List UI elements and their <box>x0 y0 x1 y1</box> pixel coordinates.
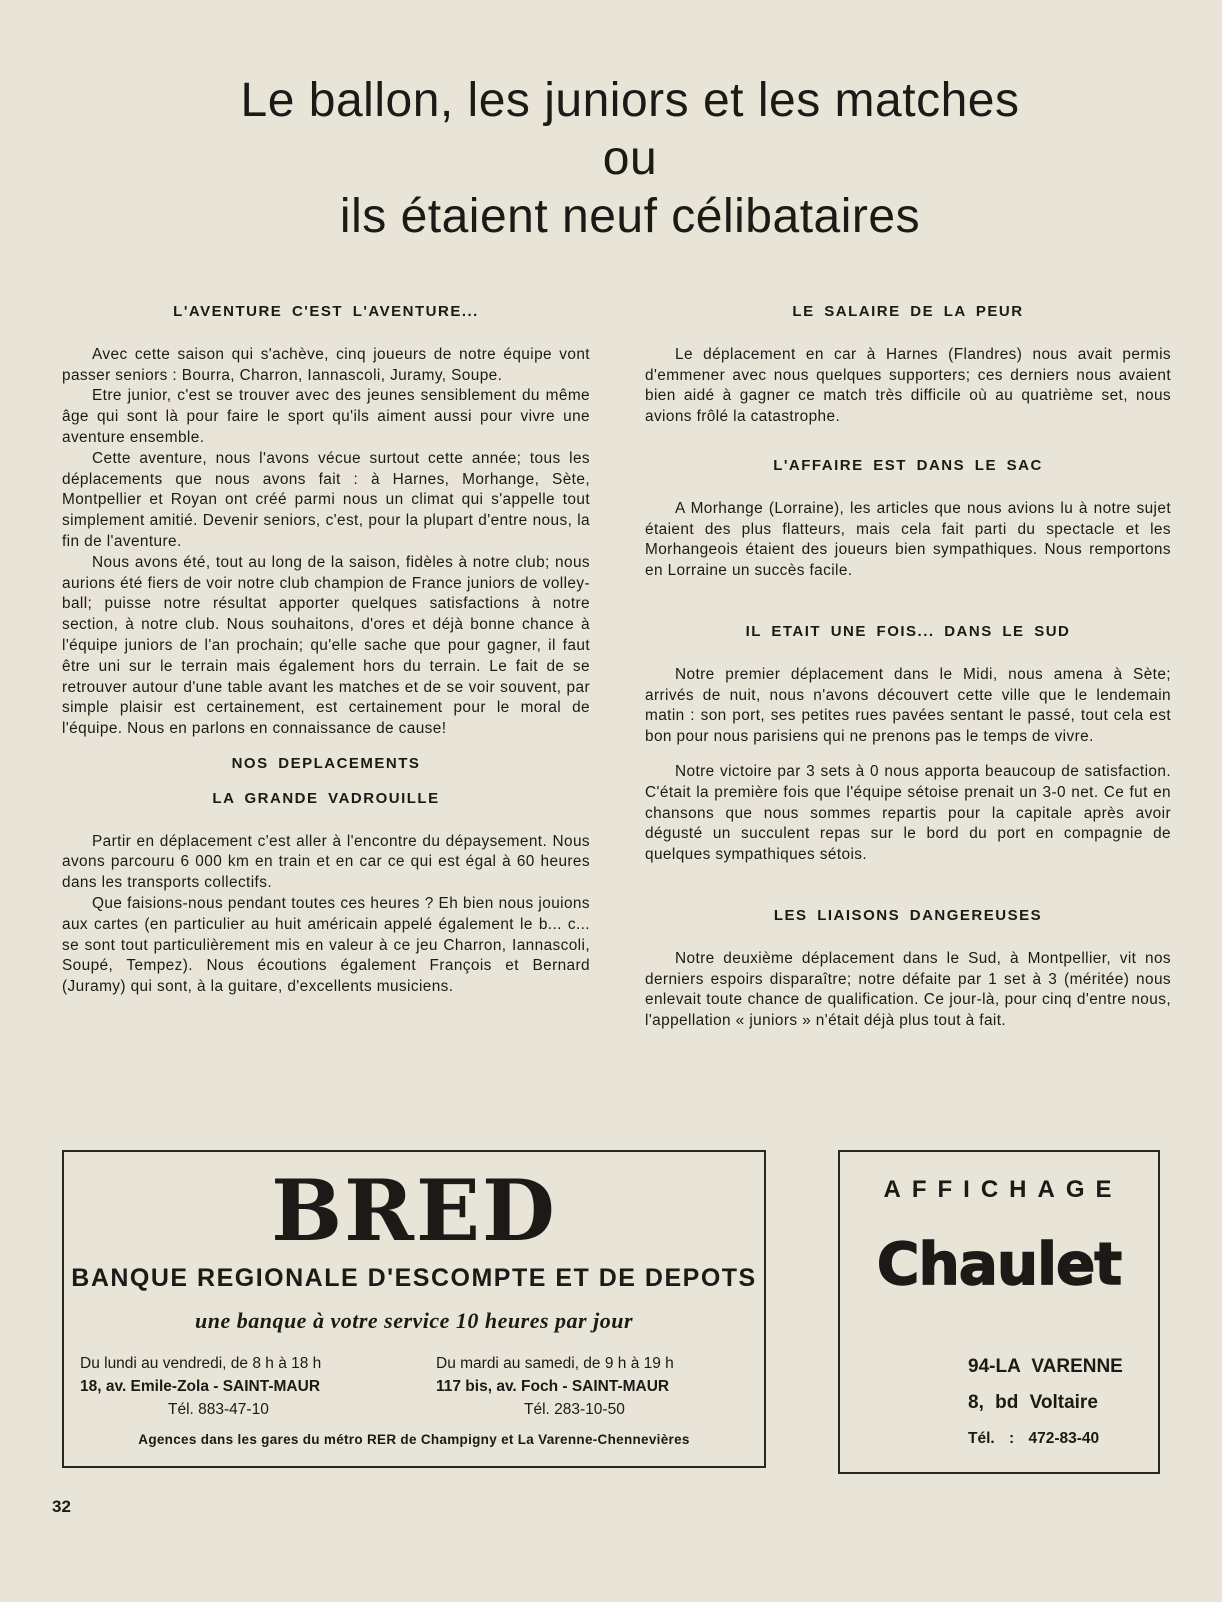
paragraph: Partir en déplacement c'est aller à l'encontre du dépaysement. Nous avons parcouru 6 000 km en train et en car ce qui est égal à 60 heures dans les transports collectifs. <box>62 832 590 892</box>
branch-address: 18, av. Emile-Zola - SAINT-MAUR <box>80 1378 321 1395</box>
page-number: 32 <box>52 1497 71 1516</box>
branch-phone: Tél. 883-47-10 <box>168 1401 269 1418</box>
paragraph: Cette aventure, nous l'avons vécue surtout cette année; tous les déplacements que nous avons fait : à Harnes, Morhange, Sète, Montpellier et Royan ont créé parmi nous un climat qui s'appelle tout simplement amitié. Devenir seniors, c'est, pour la plupart d'entre nous, la fin de l'aventure. <box>62 449 590 550</box>
paragraph: Etre junior, c'est se trouver avec des jeunes sensiblement du même âge qui sont là pour faire le sport qu'ils aiment aussi pour vivre une aventure ensemble. <box>62 387 590 446</box>
branch-hours: Du lundi au vendredi, de 8 h à 18 h <box>80 1355 322 1372</box>
section-heading: NOS DEPLACEMENTS <box>231 754 421 772</box>
bred-bank-name: BANQUE REGIONALE D'ESCOMPTE ET DE DEPOTS <box>71 1264 757 1292</box>
branch-hours: Du mardi au samedi, de 9 h à 19 h <box>436 1355 674 1372</box>
chaulet-logo: Chaulet <box>876 1230 1122 1298</box>
branch-address: 117 bis, av. Foch - SAINT-MAUR <box>436 1378 670 1395</box>
bred-agences: Agences dans les gares du métro RER de Champigny et La Varenne-Chennevières <box>138 1432 690 1447</box>
title-line-1: Le ballon, les juniors et les matches <box>240 74 1020 127</box>
paragraph: Notre victoire par 3 sets à 0 nous apporta beaucoup de satisfaction. C'était la première fois que l'équipe sétoise prenait un 3-0 net. Ce fut en chansons que nous sommes repartis pour la capitale après avoir dégusté un succulent repas sur le bord du port en compagnie de quelques sympathiques sétois. <box>645 762 1171 864</box>
title-line-2: ou <box>602 132 658 185</box>
bred-branch-foch <box>436 1352 756 1421</box>
bred-logo: BRED <box>271 1161 557 1260</box>
article-title <box>100 72 1160 246</box>
section-heading: L'AFFAIRE EST DANS LE SAC <box>773 456 1043 474</box>
section-heading: LA GRANDE VADROUILLE <box>212 789 440 807</box>
chaulet-street: 8, bd Voltaire <box>968 1392 1098 1413</box>
paragraph: Avec cette saison qui s'achève, cinq joueurs de notre équipe vont passer seniors : Bourra, Charron, Iannascoli, Juramy, Soupe. <box>62 345 590 384</box>
branch-phone: Tél. 283-10-50 <box>524 1401 625 1418</box>
paragraph: Nous avons été, tout au long de la saison, fidèles à notre club; nous aurions été fiers de voir notre club champion de France juniors de volley-ball; puisse notre résultat apporter quelques satisfactions à notre section, à notre club. Nous souhaitons, d'ores et déjà bonne chance à l'équipe juniors de l'an prochain; qu'elle sache que pour gagner, il faut être uni sur le terrain mais également hors du terrain. Le fait de se retrouver autour d'une table avant les matches et de se voir souvent, par simple plaisir est certainement, est certainement pour le moral de l'équipe. Nous en parlons en connaissance de cause! <box>62 553 590 738</box>
section-heading: L'AVENTURE C'EST L'AVENTURE... <box>173 303 479 320</box>
bred-tagline: une banque à votre service 10 heures par jour <box>194 1308 634 1333</box>
paragraph: Le déplacement en car à Harnes (Flandres) nous avait permis d'emmener avec nous quelques supporters; ces derniers nous avaient bien aidé à gagner ce match très difficile où au quatrième set, nous avions frôlé la catastrophe. <box>645 345 1171 426</box>
chaulet-advertisement <box>838 1150 1160 1474</box>
bred-branch-emile-zola <box>80 1352 400 1421</box>
bred-advertisement <box>62 1150 766 1468</box>
section-heading: LE SALAIRE DE LA PEUR <box>792 303 1024 320</box>
right-column <box>645 302 1171 1032</box>
section-heading: LES LIAISONS DANGEREUSES <box>773 906 1043 924</box>
paragraph: Notre deuxième déplacement dans le Sud, à Montpellier, vit nos derniers espoirs disparaître; notre défaite par 1 set à 3 (méritée) nous enlevait toute chance de qualification. Ce jour-là, pour cinq d'entre nous, l'appellation « juniors » n'était déjà plus tout à fait. <box>645 949 1171 1030</box>
affichage-label: AFFICHAGE <box>883 1176 1123 1203</box>
paragraph: A Morhange (Lorraine), les articles que nous avions lu à notre sujet étaient des plus flatteurs, mais cela fait parti du spectacle et les Morhangeois étaient des joueurs bien sympathiques. Nous remportons en Lorraine un succès facile. <box>645 499 1171 580</box>
chaulet-city: 94-LA VARENNE <box>968 1356 1123 1377</box>
chaulet-phone: Tél. : 472-83-40 <box>968 1430 1100 1447</box>
section-heading: IL ETAIT UNE FOIS... DANS LE SUD <box>745 622 1071 640</box>
paragraph: Que faisions-nous pendant toutes ces heures ? Eh bien nous jouions aux cartes (en particulier au huit américain appelé également le b... c... se sont tout particulièrement mis en valeur à ce jeu Charron, Iannascoli, Soupé, Tempez). Nous écoutions également François et Bernard (Juramy) qui sont, à la guitare, d'excellents musiciens. <box>62 894 590 996</box>
paragraph: Notre premier déplacement dans le Midi, nous amena à Sète; arrivés de nuit, nous n'avons découvert cette ville que le lendemain matin : son port, ses petites rues pavées sentant le passé, tout cela est bon pour nous parisiens qui ne prenons pas le temps de vivre. <box>645 665 1171 746</box>
title-line-3: ils étaient neuf célibataires <box>339 190 921 243</box>
left-column <box>62 302 590 998</box>
